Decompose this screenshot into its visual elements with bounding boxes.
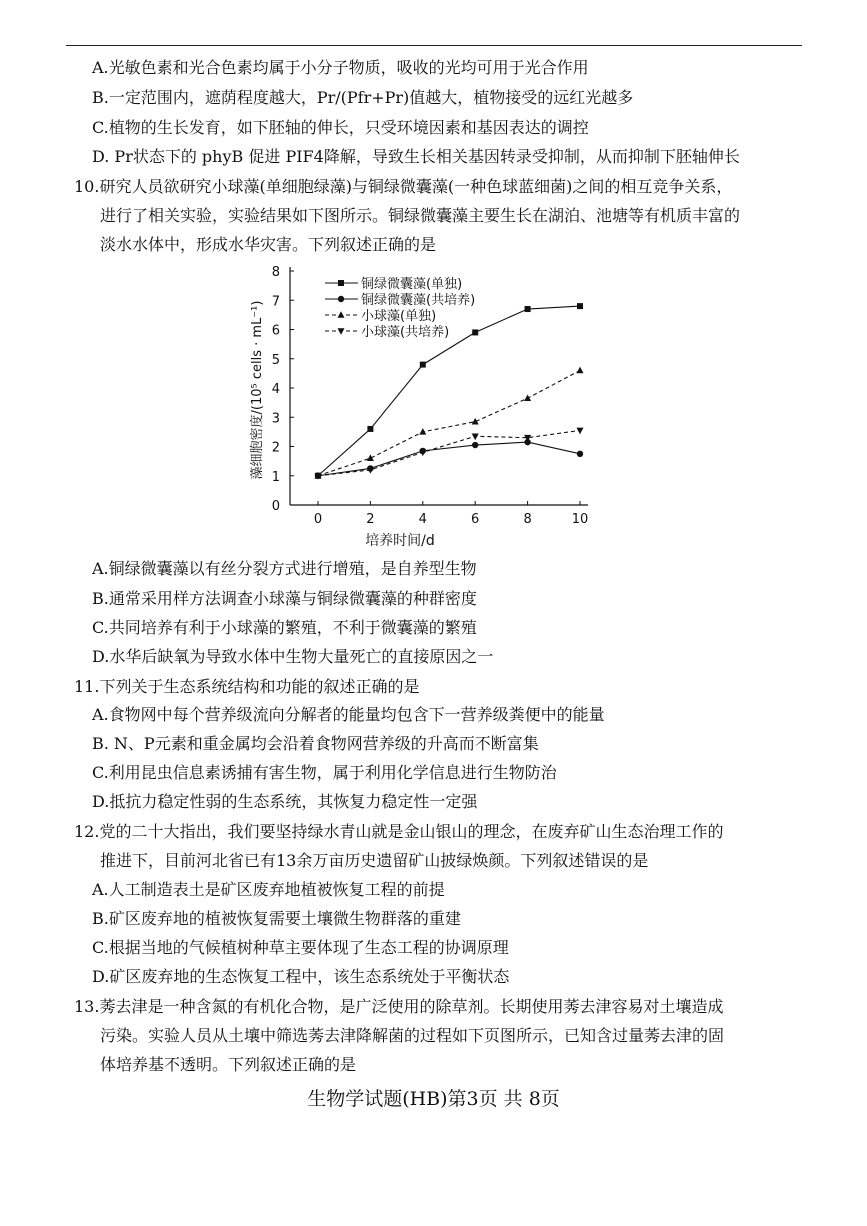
data-point [577, 428, 584, 435]
series-3 [315, 367, 584, 479]
data-point [472, 329, 478, 335]
q10-stem-line-3: 淡水水体中，形成水华灾害。下列叙述正确的是 [100, 235, 437, 254]
legend-marker [338, 328, 345, 335]
q10-option-b: B.通常采用样方法调查小球藻与铜绿微囊藻的种群密度 [92, 589, 477, 608]
data-point [577, 367, 584, 374]
q9-option-d: D. Pr状态下的 phyB 促进 PIF4降解，导致生长相关基因转录受抑制，从而抑制下胚轴伸长 [92, 147, 740, 166]
q11-option-a: A.食物网中每个营养级流向分解者的能量均包含下一营养级粪便中的能量 [92, 705, 605, 724]
q12-option-d: D.矿区废弃地的生态恢复工程中，该生态系统处于平衡状态 [92, 967, 510, 986]
legend-marker [338, 311, 345, 318]
q13-stem-line-3: 体培养基不透明。下列叙述正确的是 [100, 1055, 357, 1074]
chart-legend [325, 276, 475, 340]
y-tick-label: 5 [271, 352, 280, 368]
y-tick-label: 2 [271, 440, 280, 456]
series-2 [315, 439, 583, 479]
q10-option-d: D.水华后缺氧为导致水体中生物大量死亡的直接原因之一 [92, 647, 494, 666]
x-tick-label: 8 [523, 512, 532, 527]
q12-option-c: C.根据当地的气候植树种草主要体现了生态工程的协调原理 [92, 938, 509, 957]
x-axis-label: 培养时间/d [365, 533, 435, 549]
series-line [318, 430, 580, 475]
y-axis-label: 藻细胞密度/(10⁵ cells · mL⁻¹) [250, 300, 265, 480]
data-point [577, 451, 583, 457]
q9-option-c: C.植物的生长发育，如下胚轴的伸长，只受环境因素和基因表达的调控 [92, 118, 589, 137]
y-tick-label: 8 [271, 265, 280, 280]
series-line [318, 370, 580, 475]
q11-option-d: D.抵抗力稳定性弱的生态系统，其恢复力稳定性一定强 [92, 792, 478, 811]
data-point [367, 426, 373, 432]
data-point [419, 428, 426, 435]
y-tick-label: 3 [271, 411, 280, 427]
y-tick-label: 6 [271, 323, 280, 339]
q10-option-a: A.铜绿微囊藻以有丝分裂方式进行增殖，是自养型生物 [92, 559, 477, 578]
q11-option-b: B. N、P元素和重金属均会沿着食物网营养级的升高而不断富集 [92, 734, 539, 753]
q12-option-b: B.矿区废弃地的植被恢复需要土壤微生物群落的重建 [92, 909, 461, 928]
data-point [420, 362, 426, 368]
x-tick-label: 0 [313, 512, 323, 527]
series-4 [315, 428, 584, 480]
q13-stem-line-1: 13.莠去津是一种含氮的有机化合物，是广泛使用的除草剂。长期使用莠去津容易对土壤造成 [74, 997, 724, 1016]
legend-label: 小球藻(共培养) [361, 325, 450, 340]
data-point [524, 394, 531, 401]
y-tick-label: 1 [271, 469, 280, 485]
data-point [472, 433, 479, 440]
q9-option-a: A.光敏色素和光合色素均属于小分子物质，吸收的光均可用于光合作用 [92, 58, 589, 77]
q12-stem-line-2: 推进下，目前河北省已有13余万亩历史遗留矿山披绿焕颜。下列叙述错误的是 [100, 851, 649, 870]
q10-option-c: C.共同培养有利于小球藻的繁殖，不利于微囊藻的繁殖 [92, 618, 477, 637]
data-point [367, 454, 374, 461]
header-rule [66, 45, 802, 46]
q12-option-a: A.人工制造表土是矿区废弃地植被恢复工程的前提 [92, 880, 445, 899]
data-point [525, 306, 531, 312]
legend-label: 小球藻(单独) [361, 309, 437, 324]
legend-marker [338, 280, 344, 286]
data-point [577, 303, 583, 309]
legend-label: 铜绿微囊藻(单独) [361, 277, 463, 292]
legend-label: 铜绿微囊藻(共培养) [361, 293, 476, 308]
q9-option-b: B.一定范围内，遮荫程度越大，Pr/(Pfr+Pr)值越大，植物接受的远红光越多 [92, 88, 634, 107]
q12-stem-line-1: 12.党的二十大指出，我们要坚持绿水青山就是金山银山的理念，在废弃矿山生态治理工作的 [74, 822, 724, 841]
x-tick-label: 10 [571, 512, 589, 527]
q13-stem-line-2: 污染。实验人员从土壤中筛选莠去津降解菌的过程如下页图所示，已知含过量莠去津的固 [100, 1026, 725, 1045]
q11-option-c: C.利用昆虫信息素诱捕有害生物，属于利用化学信息进行生物防治 [92, 763, 557, 782]
x-tick-label: 2 [366, 512, 375, 527]
y-tick-label: 0 [271, 499, 280, 514]
algae-density-line-chart [240, 255, 620, 550]
x-tick-label: 4 [418, 512, 427, 527]
x-tick-label: 6 [471, 512, 480, 527]
q11-stem: 11.下列关于生态系统结构和功能的叙述正确的是 [74, 677, 420, 696]
y-tick-label: 7 [271, 294, 280, 310]
series-line [318, 442, 580, 476]
q10-stem-line-2: 进行了相关实验，实验结果如下图所示。铜绿微囊藻主要生长在湖泊、池塘等有机质丰富的 [100, 206, 741, 225]
y-tick-label: 4 [271, 382, 280, 397]
legend-marker [338, 296, 344, 302]
data-point [472, 442, 478, 448]
page-footer: 生物学试题(HB)第3页 共 8页 [307, 1088, 560, 1110]
q10-stem-line-1: 10.研究人员欲研究小球藻(单细胞绿藻)与铜绿微囊藻(一种色球蓝细菌)之间的相互竞争关系， [74, 177, 733, 196]
